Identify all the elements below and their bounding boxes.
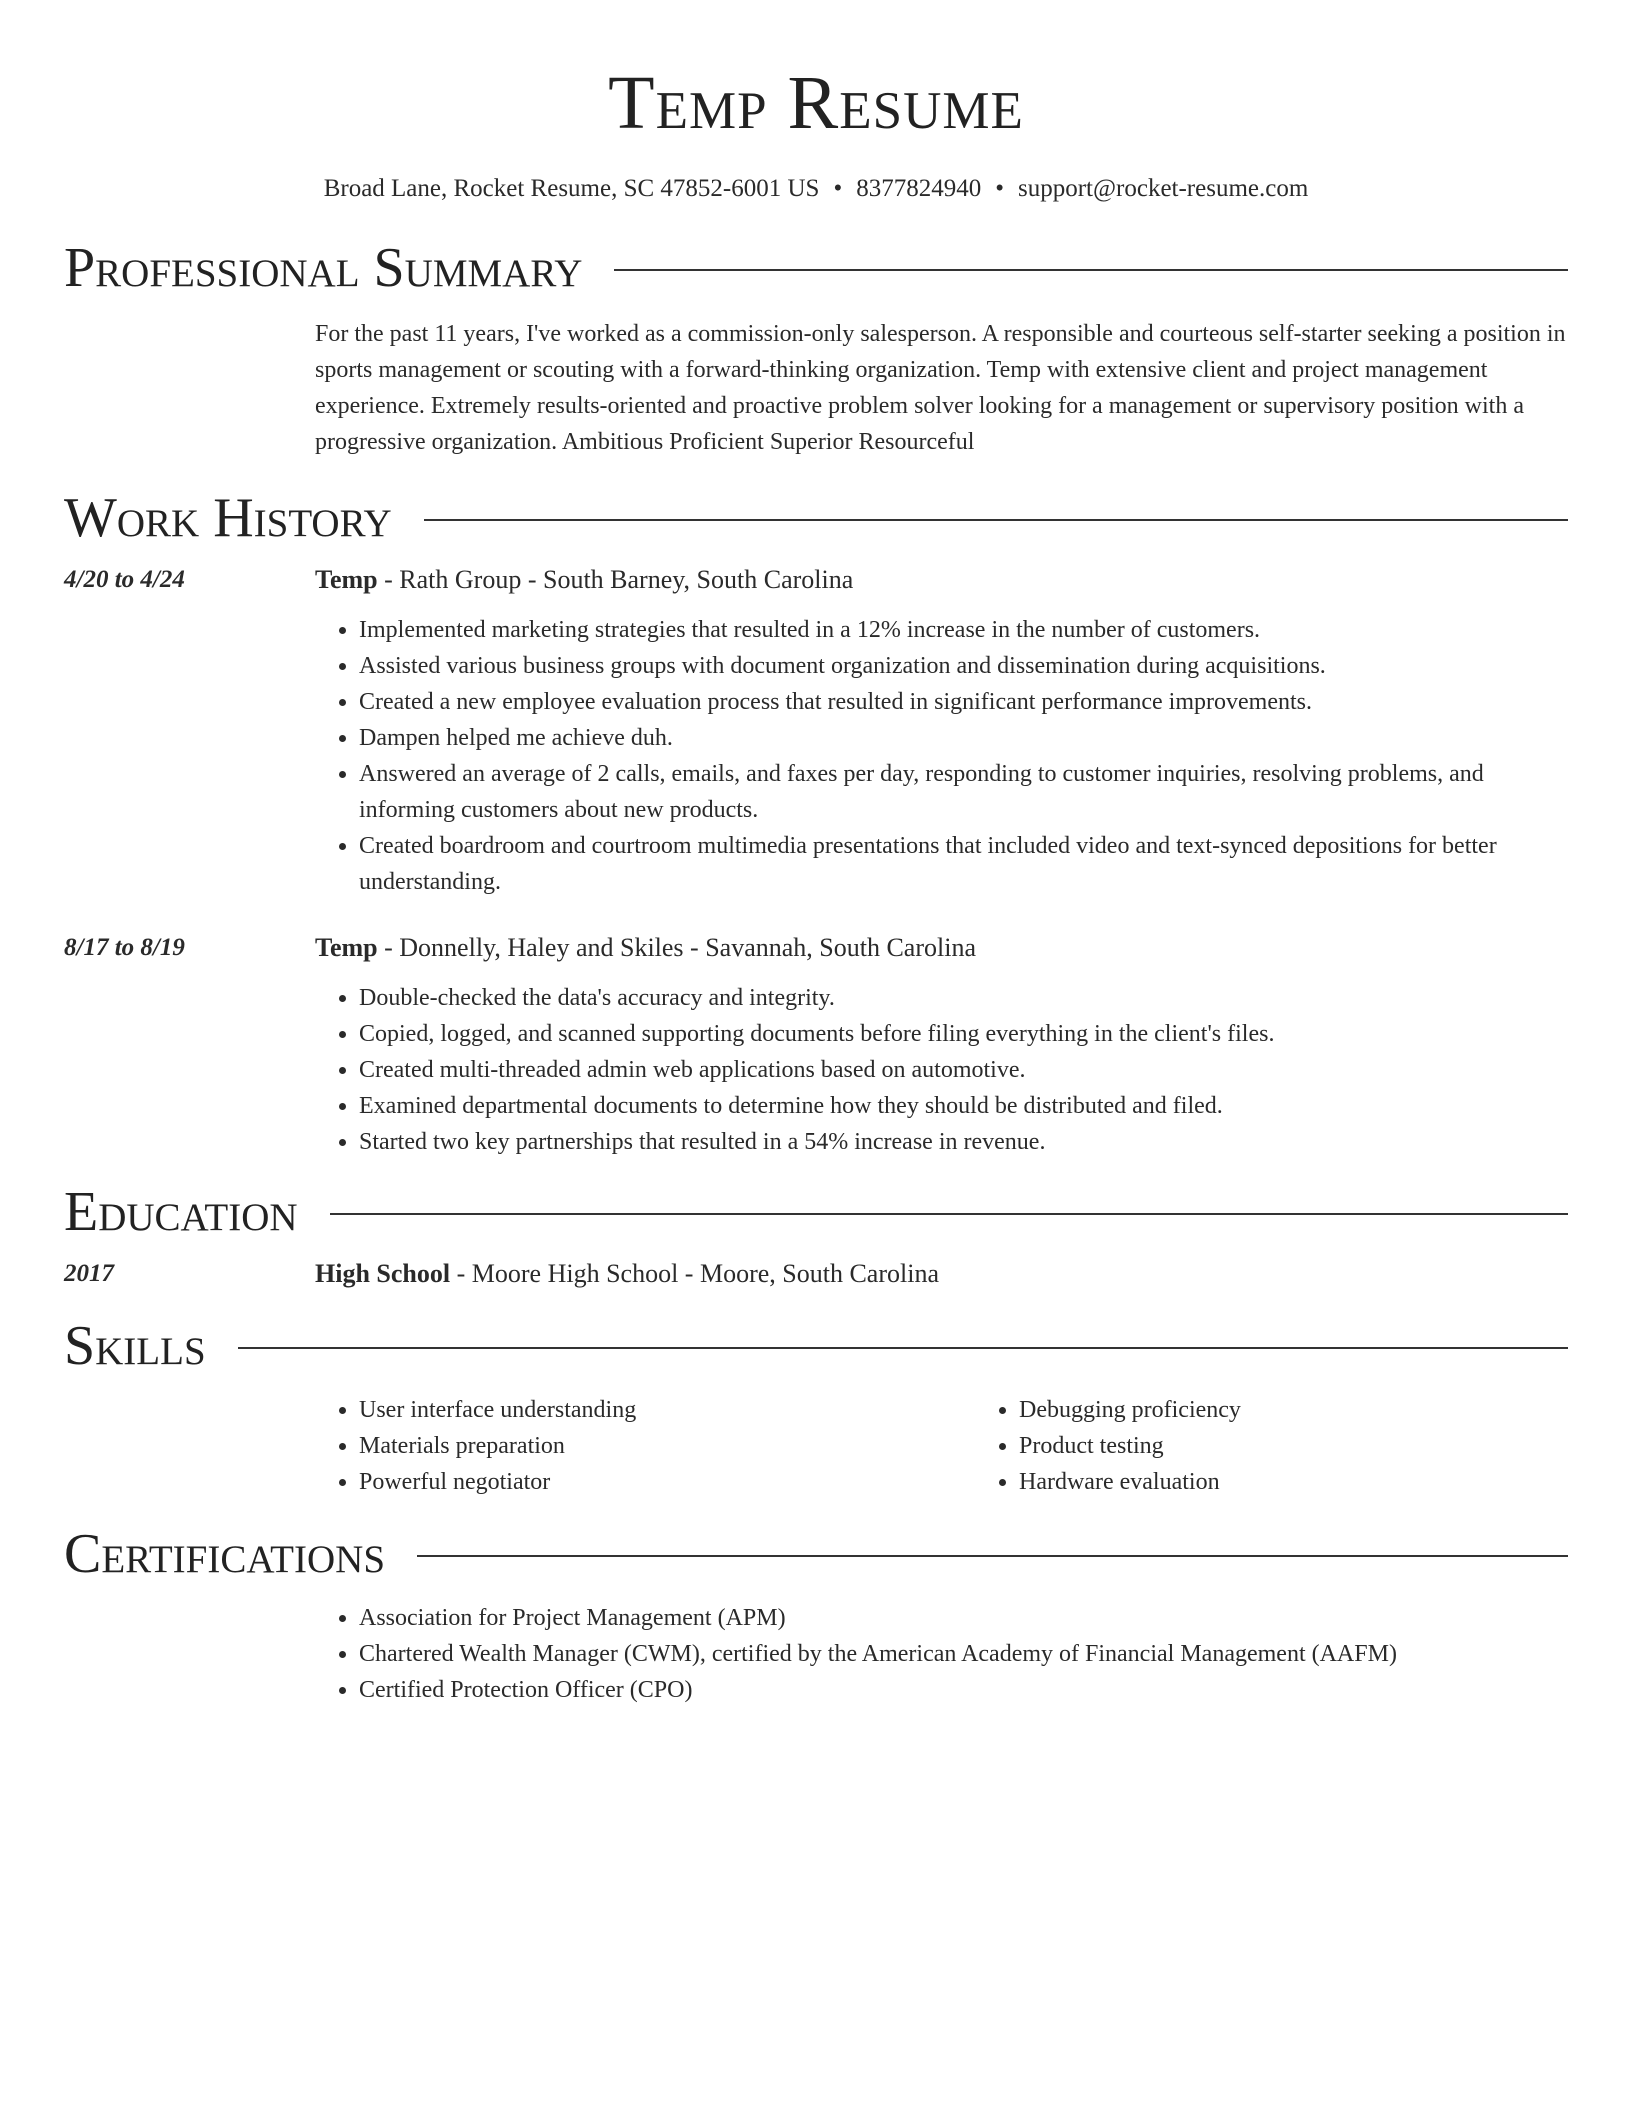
certifications-heading: Certifications (64, 1523, 386, 1585)
summary-row (64, 298, 1568, 460)
certifications-list (315, 1600, 1568, 1708)
summary-text: For the past 11 years, I've worked as a commission-only salesperson. A responsible and courteous self-starter seeking a position in sports management or scouting with a forward-thinking organization. Temp with extensive client and project management experience. Extremely results-oriented and proactive problem solver looking for a management or supervisory position with a progressive organization. Ambitious Proficient Superior Resourceful (315, 321, 1566, 455)
contact-separator: • (995, 175, 1004, 202)
job-dates: 4/20 to 4/24 (64, 566, 185, 593)
certifications-row (64, 1584, 1568, 1708)
skill-item: • Powerful negotiator (359, 1464, 975, 1500)
job-bullet: • Copied, logged, and scanned supporting documents before filing everything in the client's files. (359, 1016, 1568, 1052)
education-details: - Moore High School - Moore, South Carolina (450, 1259, 939, 1288)
education-section-header (64, 1182, 1568, 1242)
certification-item: • Certified Protection Officer (CPO) (359, 1672, 1568, 1708)
job-details: - Rath Group - South Barney, South Carolina (377, 565, 854, 594)
job-bullet: • Created multi-threaded admin web applications based on automotive. (359, 1052, 1568, 1088)
summary-heading: Professional Summary (64, 237, 583, 299)
certification-item: • Chartered Wealth Manager (CWM), certified by the American Academy of Financial Management (AAFM) (359, 1636, 1568, 1672)
education-heading: Education (64, 1181, 298, 1243)
job-title: Temp (315, 933, 378, 962)
job-details: - Donnelly, Haley and Skiles - Savannah, South Carolina (377, 933, 976, 962)
skills-list-left (315, 1392, 975, 1500)
section-divider (417, 1555, 1568, 1557)
job-title: Temp (315, 565, 378, 594)
section-divider (614, 269, 1568, 271)
contact-email: support@rocket-resume.com (1018, 175, 1309, 202)
contact-line (64, 172, 1568, 206)
job-bullet: • Implemented marketing strategies that resulted in a 12% increase in the number of customers. (359, 612, 1568, 648)
contact-phone: 8377824940 (856, 175, 982, 202)
work-heading: Work History (64, 487, 392, 549)
certifications-section-header (64, 1524, 1568, 1584)
skill-item: • Materials preparation (359, 1428, 975, 1464)
job-bullet: • Dampen helped me achieve duh. (359, 720, 1568, 756)
section-divider (424, 519, 1568, 521)
job-bullet: • Created a new employee evaluation process that resulted in significant performance improvements. (359, 684, 1568, 720)
job-title-line (315, 930, 1568, 966)
education-entry (64, 1256, 1568, 1292)
job-bullet: • Answered an average of 2 calls, emails, and faxes per day, responding to customer inquiries, resolving problems, and informing customers about new products. (359, 756, 1568, 828)
job-bullet: • Assisted various business groups with document organization and dissemination during acquisitions. (359, 648, 1568, 684)
skills-section-header (64, 1316, 1568, 1376)
job-dates: 8/17 to 8/19 (64, 934, 185, 961)
education-line (315, 1256, 1568, 1292)
job-bullet: • Double-checked the data's accuracy and integrity. (359, 980, 1568, 1016)
section-divider (238, 1347, 1568, 1349)
skill-item: • Hardware evaluation (1019, 1464, 1632, 1500)
skill-item: • User interface understanding (359, 1392, 975, 1428)
skill-item: • Debugging proficiency (1019, 1392, 1632, 1428)
job-entry (64, 930, 1568, 1160)
skills-list-right (975, 1392, 1632, 1500)
education-degree: High School (315, 1259, 451, 1288)
job-bullet: • Examined departmental documents to determine how they should be distributed and filed. (359, 1088, 1568, 1124)
job-bullets (315, 612, 1568, 900)
resume-page (64, 0, 1568, 1708)
contact-separator: • (833, 175, 843, 202)
resume-name: Temp Resume (608, 61, 1024, 145)
contact-address: Broad Lane, Rocket Resume, SC 47852-6001 US (323, 175, 820, 202)
work-section-header (64, 488, 1568, 548)
job-bullet: • Created boardroom and courtroom multimedia presentations that included video and text-synced depositions for better understanding. (359, 828, 1568, 900)
job-bullet: • Started two key partnerships that resulted in a 54% increase in revenue. (359, 1124, 1568, 1160)
job-bullets (315, 980, 1568, 1160)
job-title-line (315, 562, 1568, 598)
education-year: 2017 (64, 1260, 114, 1287)
summary-section-header (64, 238, 1568, 298)
certification-item: • Association for Project Management (APM) (359, 1600, 1568, 1636)
skills-row (64, 1376, 1568, 1500)
skills-heading: Skills (64, 1315, 206, 1377)
section-divider (330, 1213, 1568, 1215)
skill-item: • Product testing (1019, 1428, 1632, 1464)
job-entry (64, 562, 1568, 900)
